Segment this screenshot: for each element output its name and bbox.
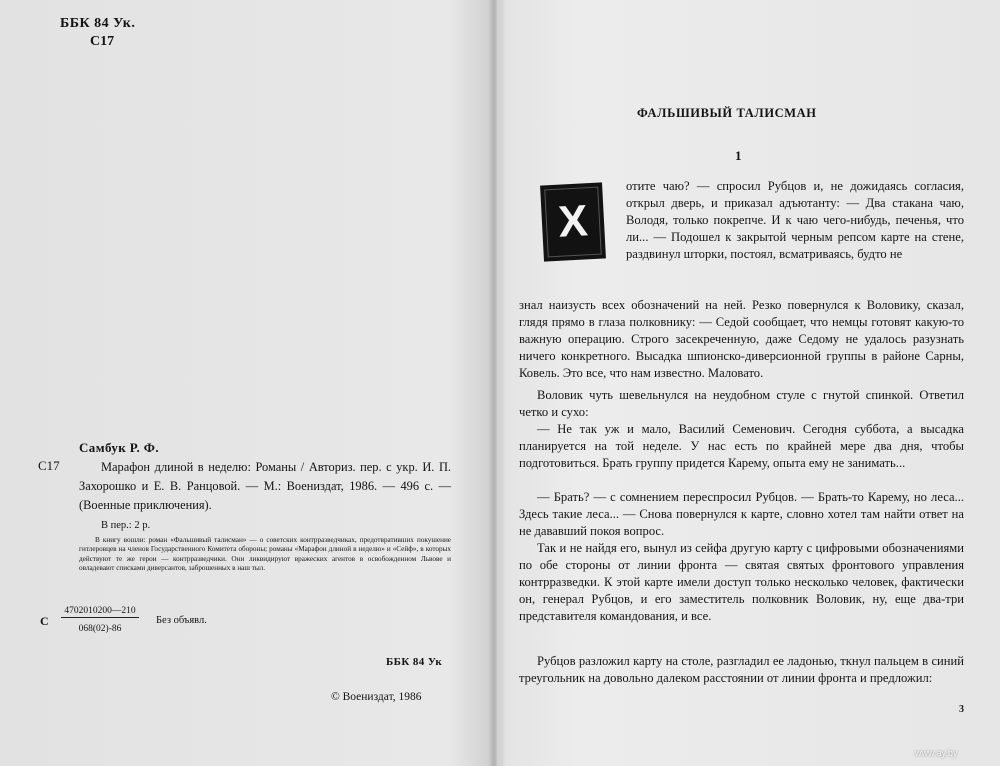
right-page <box>503 0 1000 766</box>
catalog-code-top: С17 <box>90 34 115 49</box>
paragraph-6: Рубцов разложил карту на столе, разгладил ее ладонью, ткнул пальцем в синий треугольник на довольно далеком расстоянии от линии фронта и предложил: <box>519 654 964 685</box>
annotation: В книгу вошли: роман «Фальшивый талисман» — о советских контрразведчиках, предотвративших покушение гитлеровцев на членов Государственного Комитета обороны; романы «Марафон длиной в неделю» и «Сейф», в которых действуют те же герои — контрразведчики. Они ликвидируют вражеских агентов в освобожденном Львове и овладевают списками диверсантов, заброшенных в наш тыл. <box>79 536 451 572</box>
author-heading: Самбук Р. Ф. <box>79 440 160 455</box>
chapter-title: ФАЛЬШИВЫЙ ТАЛИСМАН <box>637 106 817 120</box>
page-number: 3 <box>959 704 964 715</box>
catalog-code: С17 <box>38 458 60 473</box>
bbk-index-top: ББК 84 Ук. <box>60 16 136 31</box>
chapter-number: 1 <box>735 148 742 163</box>
dropcap-glyph: Х <box>557 196 589 247</box>
no-announcement: Без объявл. <box>156 615 207 626</box>
first-paragraph-continuation: знал наизусть всех обозначений на ней. Резко повернулся к Воловику, сказал, глядя прямо в глаза полковнику: — Седой сообщает, что немцы готовят какую-то важную операцию. Строго засекреченную, даже Седому не удалось разузнать ничего конкретного. Высадка шпионско-диверсионной группы в районе Сарны, Ковель. Это все, что нам известно. Маловато. <box>519 298 964 380</box>
paragraph-2: Воловик чуть шевельнулся на неудобном стуле с гнутой спинкой. Ответил четко и сухо: <box>519 388 964 419</box>
dropcap-letter <box>540 182 606 261</box>
paragraph-5: Так и не найдя его, вынул из сейфа другую карту с цифровыми обозначениями по обе стороны от линии фронта — святая святых фронтового управления контрразведки. К этой карте имели доступ только несколько человек, фактически он, генерал Рубцов, и его заместитель полковник Воловик, ну, еще два-три представителя командования, и все. <box>519 541 964 623</box>
left-page <box>0 0 490 766</box>
book-gutter <box>488 0 502 766</box>
paragraph-4: — Брать? — с сомнением переспросил Рубцов. — Брать-то Карему, но леса... Здесь такие леса... — Снова повернулся к карте, словно хотел там найти ответ на не дававший покоя вопрос. <box>519 490 964 538</box>
first-paragraph-beside-dropcap: отите чаю? — спросил Рубцов и, не дожидаясь согласия, открыл дверь, и приказал адъютанту: — Два стакана чаю, Володя, только покрепче. И к чаю чего-нибудь, печенья, что ли... — Подошел к закрытой черным репсом карте на стене, раздвинул шторки, постоял, всматриваясь, будто не <box>626 179 964 261</box>
formula-letter: С <box>40 614 49 628</box>
watermark: www.ay.by <box>915 748 958 758</box>
bbk-index-bottom: ББК 84 Ук <box>386 656 443 668</box>
paragraph-3: — Не так уж и мало, Василий Семенович. Сегодня суббота, а высадка планируется на той неделе. У нас есть по крайней мере два дня, чтобы подготовиться. Брать группу придется Карему, опыта ему не занимать... <box>519 422 964 470</box>
formula-denominator: 068(02)-86 <box>78 624 122 634</box>
price-line: В пер.: 2 р. <box>101 520 151 531</box>
copyright-line: © Воениздат, 1986 <box>331 691 422 703</box>
formula-numerator: 4702010200—210 <box>61 606 139 618</box>
dropcap-frame <box>544 187 601 258</box>
bibliographic-description: Марафон длиной в неделю: Романы / Авториз. пер. с укр. И. П. Захорошко и Е. В. Ранцовой. — М.: Воениздат, 1986. — 496 с. — (Военные приключения). <box>79 460 451 512</box>
